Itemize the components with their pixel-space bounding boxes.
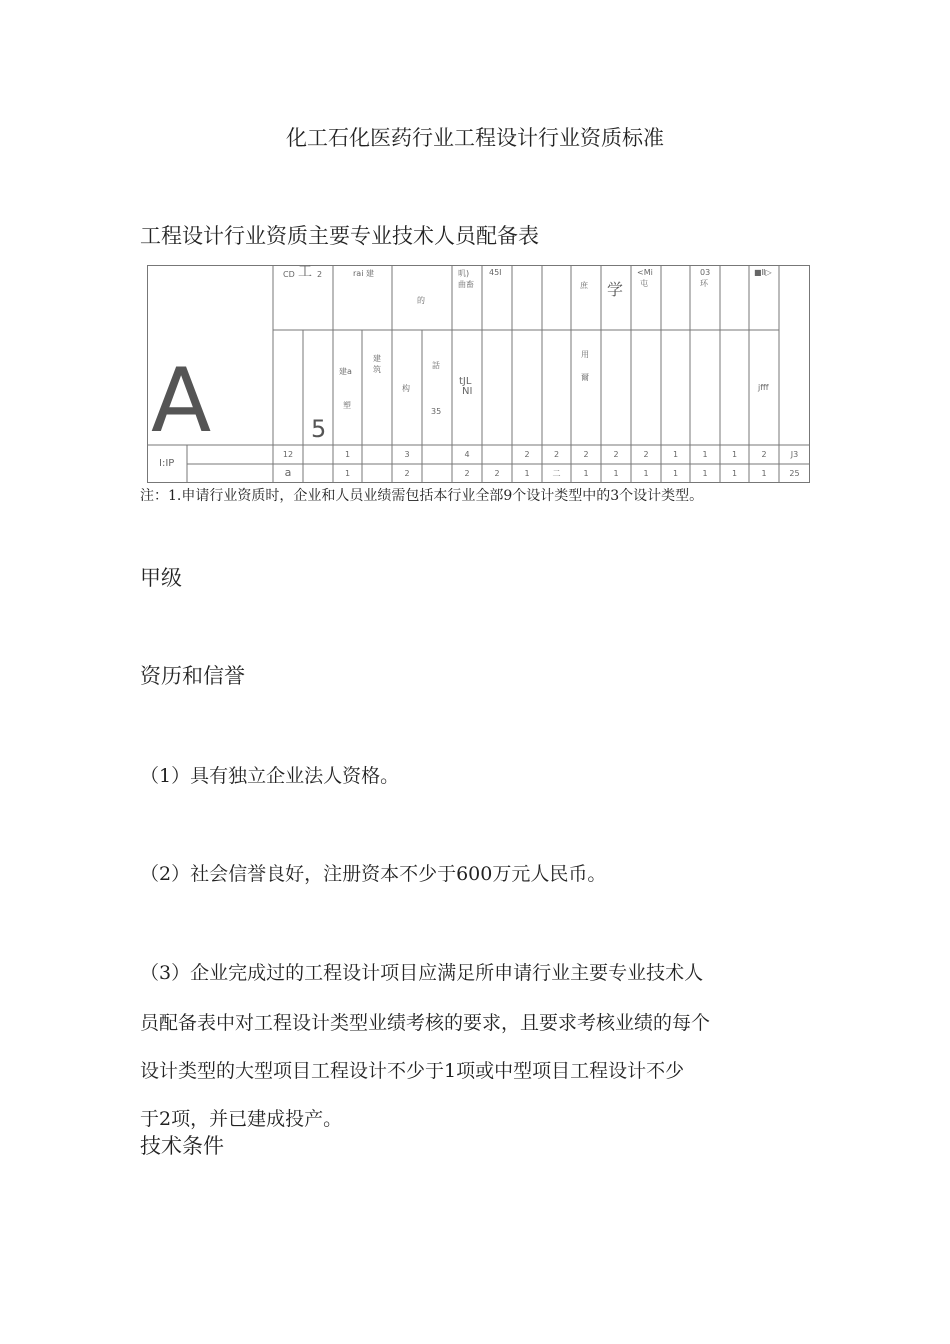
table-note: 注：1.申请行业资质时，企业和人员业绩需包括本行业全部9个设计类型中的3个设计类型。	[140, 488, 704, 504]
row-label: I:IP	[159, 458, 175, 469]
hdr-45i: 45I	[489, 268, 502, 277]
hdr-yong: 用	[581, 350, 589, 359]
r2-c14: 1	[702, 469, 708, 478]
item-3-line-2: 员配备表中对工程设计类型业绩考核的要求，且要求考核业绩的每个	[140, 1012, 711, 1034]
hdr-gong: 工	[298, 264, 312, 280]
r1-c8: 2	[524, 450, 530, 459]
hdr-jian-a: 建a	[339, 367, 352, 376]
hdr-tun: 屯	[640, 279, 648, 288]
item-3-line-3: 设计类型的大型项目工程设计不少于1项或中型项目工程设计不少	[140, 1060, 685, 1082]
r1-c12: 2	[643, 450, 649, 459]
r2-c2: 1	[344, 469, 351, 478]
hdr-jfff: jfff	[758, 383, 769, 392]
r2-c8: 1	[524, 469, 530, 478]
hdr-shu: 庶	[580, 281, 588, 290]
item-1: （1）具有独立企业法人资格。	[140, 765, 400, 787]
hdr-mi: <Mi	[637, 268, 653, 277]
hdr-ni: NI	[462, 386, 473, 397]
r2-c10: 1	[583, 469, 589, 478]
big-letter-a: A	[151, 349, 212, 452]
item-3-line-4: 于2项，并已建成投产。	[140, 1108, 343, 1130]
r2-c0: a	[284, 466, 292, 479]
r1-c13: 1	[672, 450, 679, 459]
r1-c6: 4	[464, 450, 470, 459]
section-level: 甲级	[140, 566, 182, 590]
hdr-03: 03	[700, 268, 711, 277]
r1-c10: 2	[583, 450, 589, 459]
table-heading: 工程设计行业资质主要专业技术人员配备表	[140, 224, 539, 248]
hdr-er: 爾	[581, 373, 589, 382]
r2-c9: 二	[552, 469, 561, 478]
staffing-table	[147, 265, 810, 483]
r1-c15: 1	[731, 450, 738, 459]
hdr-hua: 話	[432, 361, 440, 370]
r2-c11: 1	[613, 469, 619, 478]
r2-c4: 2	[404, 469, 410, 478]
section-tech-conditions: 技术条件	[140, 1134, 224, 1158]
r2-c12: 1	[643, 469, 649, 478]
hdr-35: 35	[431, 407, 442, 416]
page-title: 化工石化医药行业工程设计行业资质标准	[286, 126, 664, 150]
r1-c16: 2	[761, 450, 767, 459]
r1-c2: 1	[344, 450, 351, 459]
hdr-huan: 环	[700, 279, 708, 288]
hdr-gou: 构	[402, 384, 410, 393]
hdr-de: 的	[417, 296, 425, 305]
hdr-xue: 学	[607, 280, 624, 299]
r2-c13: 1	[672, 469, 679, 478]
r2-c17: 25	[789, 469, 800, 478]
item-2: （2）社会信誉良好，注册资本不少于600万元人民币。	[140, 863, 607, 885]
item-3-line-1: （3）企业完成过的工程设计项目应满足所申请行业主要专业技术人	[140, 962, 704, 984]
section-credentials: 资历和信誉	[140, 664, 245, 688]
hdr-cd: CD	[283, 270, 295, 279]
hdr-2: 2	[317, 270, 323, 279]
r1-c9: 2	[553, 450, 560, 459]
hdr-rai: rai 建	[353, 269, 374, 278]
r2-c7: 2	[494, 469, 500, 478]
r1-c4: 3	[404, 450, 410, 459]
hdr-jianzhu: 建筑	[373, 354, 381, 374]
r1-c11: 2	[613, 450, 619, 459]
r2-c6: 2	[464, 469, 470, 478]
hdr-5: 5	[311, 415, 327, 443]
hdr-tjl: tJL	[459, 376, 472, 387]
hdr-su: 塑	[343, 401, 351, 410]
r1-c17: J3	[790, 450, 799, 459]
hdr-ji: 叽)	[458, 269, 470, 278]
r1-c0: 12	[282, 450, 294, 459]
r1-c14: 1	[702, 450, 708, 459]
r2-c15: 1	[731, 469, 738, 478]
r2-c16: 1	[761, 469, 767, 478]
hdr-quxu: 曲畜	[458, 280, 474, 289]
hdr-symbol: ■Ⅱ▷	[754, 268, 772, 277]
